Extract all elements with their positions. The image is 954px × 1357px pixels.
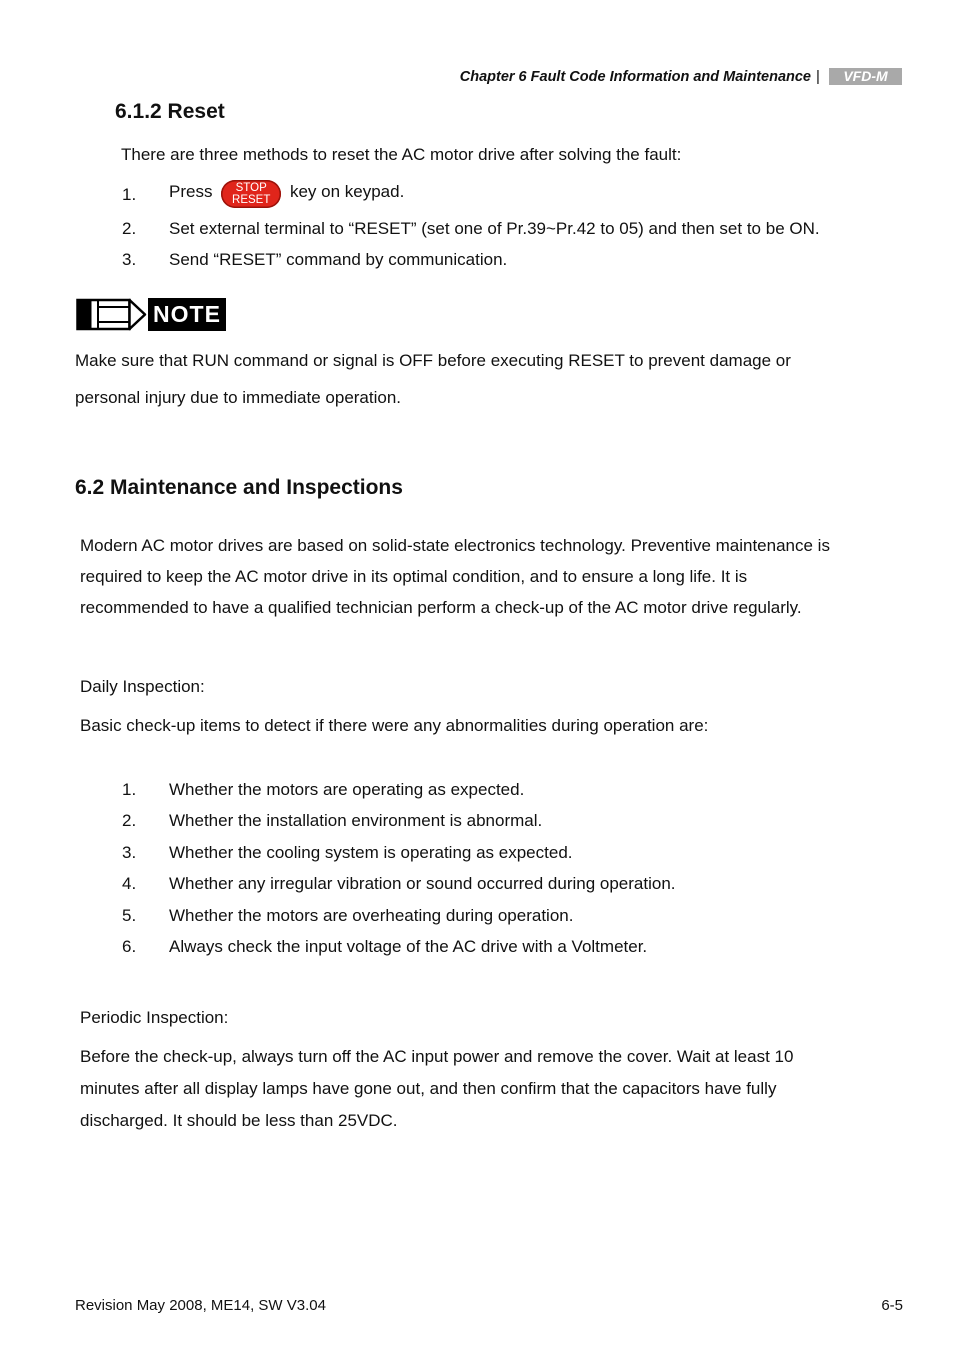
daily-item-2: Whether the installation environment is abnormal. [169, 811, 543, 830]
reset-item-3-num: 3. [122, 250, 137, 269]
daily-item-3: Whether the cooling system is operating as expected. [169, 843, 573, 862]
section-title-reset: 6.1.2 Reset [115, 100, 225, 123]
note-label: NOTE [148, 298, 226, 331]
periodic-para-line-3: discharged. It should be less than 25VDC. [80, 1111, 398, 1130]
daily-item-5-num: 5. [122, 906, 137, 925]
note-pencil-icon [76, 298, 148, 332]
footer-revision: Revision May 2008, ME14, SW V3.04 [75, 1297, 326, 1314]
daily-item-5: Whether the motors are overheating during operation. [169, 906, 574, 925]
reset-item-1-num: 1. [122, 185, 137, 204]
daily-inspection-intro: Basic check-up items to detect if there were any abnormalities during operation are: [80, 716, 709, 735]
maintenance-para-line-3: recommended to have a qualified technician perform a check-up of the AC motor drive regularly. [80, 598, 802, 617]
reset-key-label: RESET [232, 194, 271, 206]
reset-item-1-before: Press [169, 182, 213, 201]
reset-item-1 [169, 180, 404, 208]
note-line-1: Make sure that RUN command or signal is OFF before executing RESET to prevent damage or [75, 351, 791, 370]
reset-item-1-after: key on keypad. [289, 182, 405, 201]
daily-inspection-heading: Daily Inspection: [80, 677, 205, 696]
footer-page-number: 6-5 [881, 1297, 903, 1314]
periodic-inspection-heading: Periodic Inspection: [80, 1008, 229, 1027]
daily-item-6-num: 6. [122, 937, 137, 956]
reset-item-2: Set external terminal to “RESET” (set one of Pr.39~Pr.42 to 05) and then set to be ON. [169, 219, 820, 238]
reset-item-3: Send “RESET” command by communication. [169, 250, 508, 269]
header-separator: | [816, 68, 820, 85]
periodic-para-line-2: minutes after all display lamps have gone out, and then confirm that the capacitors have fully [80, 1079, 777, 1098]
note-line-2: personal injury due to immediate operation. [75, 388, 402, 407]
daily-item-2-num: 2. [122, 811, 137, 830]
daily-item-4-num: 4. [122, 874, 137, 893]
daily-item-6: Always check the input voltage of the AC drive with a Voltmeter. [169, 937, 648, 956]
maintenance-para-line-2: required to keep the AC motor drive in its optimal condition, and to ensure a long life. It is [80, 567, 748, 586]
maintenance-para-line-1: Modern AC motor drives are based on solid-state electronics technology. Preventive maintenance is [80, 536, 830, 555]
stop-reset-key-icon [221, 180, 281, 208]
daily-item-4: Whether any irregular vibration or sound occurred during operation. [169, 874, 676, 893]
stop-key-label: STOP [235, 182, 267, 194]
daily-item-1-num: 1. [122, 780, 137, 799]
daily-item-3-num: 3. [122, 843, 137, 862]
reset-item-2-num: 2. [122, 219, 137, 238]
reset-intro: There are three methods to reset the AC motor drive after solving the fault: [121, 145, 682, 164]
vfd-m-logo: VFD-M [829, 68, 902, 85]
section-title-maintenance: 6.2 Maintenance and Inspections [75, 476, 403, 499]
chapter-header: Chapter 6 Fault Code Information and Maintenance [459, 69, 811, 85]
daily-item-1: Whether the motors are operating as expected. [169, 780, 525, 799]
periodic-para-line-1: Before the check-up, always turn off the AC input power and remove the cover. Wait at least 10 [80, 1047, 794, 1066]
